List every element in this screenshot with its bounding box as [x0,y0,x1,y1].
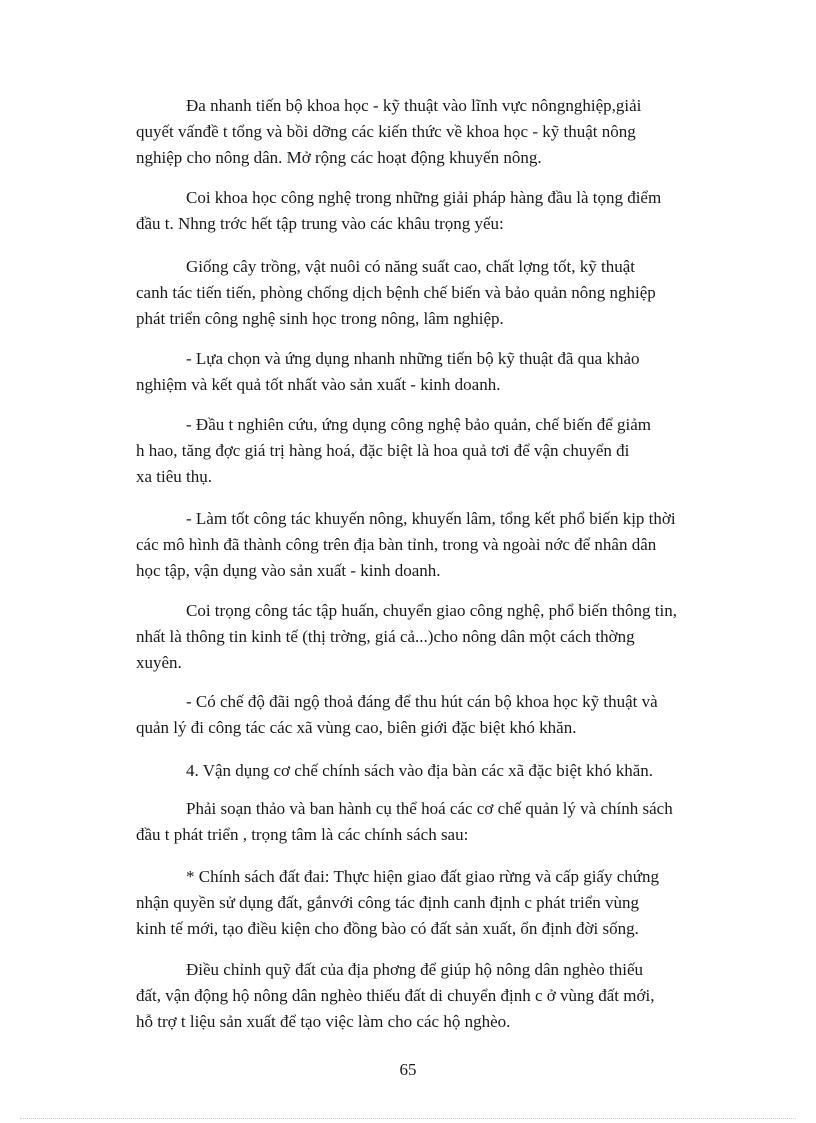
text-line: hỗ trợ t liệu sản xuất để tạo việc làm cho các hộ nghèo. [136,1012,511,1031]
paragraph-3 [136,254,739,332]
text-line: xuyên. [136,653,182,672]
text-line: h hao, tăng đợc giá trị hàng hoá, đặc biệt là hoa quả tơi để vận chuyển đi [136,441,630,460]
text-line: Coi trọng công tác tập huấn, chuyển giao công nghệ, phổ biến thông tin, [186,601,678,620]
text-line: nhận quyền sử dụng đất, gắnvới công tác định canh định c phát triển vùng [136,893,640,912]
paragraph-7 [136,598,739,676]
paragraph-4 [136,346,739,398]
text-line: học tập, vận dụng vào sản xuất - kinh doanh. [136,561,441,580]
page-bottom-divider [20,1118,796,1119]
text-line: đầu t. Nhng trớc hết tập trung vào các khâu trọng yếu: [136,214,504,233]
page-number: 65 [399,1060,417,1079]
text-line: - Làm tốt công tác khuyến nông, khuyến lâm, tổng kết phổ biến kịp thời [186,509,676,528]
text-line: Giống cây trồng, vật nuôi có năng suất cao, chất lợng tốt, kỹ thuật [186,257,635,276]
text-line: phát triển công nghệ sinh học trong nông, lâm nghiệp. [136,309,504,328]
text-line: 4. Vận dụng cơ chế chính sách vào địa bàn các xã đặc biệt khó khăn. [186,761,654,780]
text-line: - Lựa chọn và ứng dụng nhanh những tiến bộ kỹ thuật đã qua khảo [186,349,640,368]
text-line: xa tiêu thụ. [136,467,213,486]
text-line: các mô hình đã thành công trên địa bàn tỉnh, trong và ngoài nớc để nhân dân [136,535,657,554]
paragraph-10 [136,796,739,848]
text-line: nghiệm và kết quả tốt nhất vào sản xuất - kinh doanh. [136,375,501,394]
text-line: * Chính sách đất đai: Thực hiện giao đất giao rừng và cấp giấy chứng [186,867,659,886]
text-line: kinh tế mới, tạo điều kiện cho đồng bào có đất sản xuất, ổn định đời sống. [136,919,639,938]
text-line: canh tác tiến tiến, phòng chống dịch bệnh chế biến và bảo quản nông nghiệp [136,283,656,302]
text-line: Điều chỉnh quỹ đất của địa phơng để giúp hộ nông dân nghèo thiếu [186,960,644,979]
text-line: nhất là thông tin kinh tế (thị trờng, giá cả...)cho nông dân một cách thờng [136,627,635,646]
text-line: - Đầu t nghiên cứu, ứng dụng công nghệ bảo quản, chế biến để giảm [186,415,652,434]
text-line: quyết vấnđề t tổng và bồi dỡng các kiến thức về khoa học - kỹ thuật nông [136,122,636,141]
paragraph-6 [136,506,739,584]
text-line: đầu t phát triển , trọng tâm là các chính sách sau: [136,825,469,844]
paragraph-11 [136,864,739,942]
paragraph-5 [136,412,739,490]
text-line: Phải soạn thảo và ban hành cụ thể hoá các cơ chế quản lý và chính sách [186,799,673,818]
text-line: Đa nhanh tiến bộ khoa học - kỹ thuật vào lĩnh vực nôngnghiệp,giải [186,96,642,115]
paragraph-9-section-heading [136,758,739,784]
text-line: đất, vận động hộ nông dân nghèo thiếu đất di chuyển định c ở vùng đất mới, [136,986,655,1005]
paragraph-2 [136,185,739,237]
paragraph-1 [136,93,739,171]
text-line: nghiệp cho nông dân. Mở rộng các hoạt động khuyến nông. [136,148,542,167]
text-line: quản lý đi công tác các xã vùng cao, biên giới đặc biệt khó khăn. [136,718,577,737]
text-line: - Có chế độ đãi ngộ thoả đáng để thu hút cán bộ khoa học kỹ thuật và [186,692,658,711]
paragraph-8 [136,689,739,741]
paragraph-12 [136,957,739,1035]
text-line: Coi khoa học công nghệ trong những giải pháp hàng đầu là tọng điểm [186,188,662,207]
